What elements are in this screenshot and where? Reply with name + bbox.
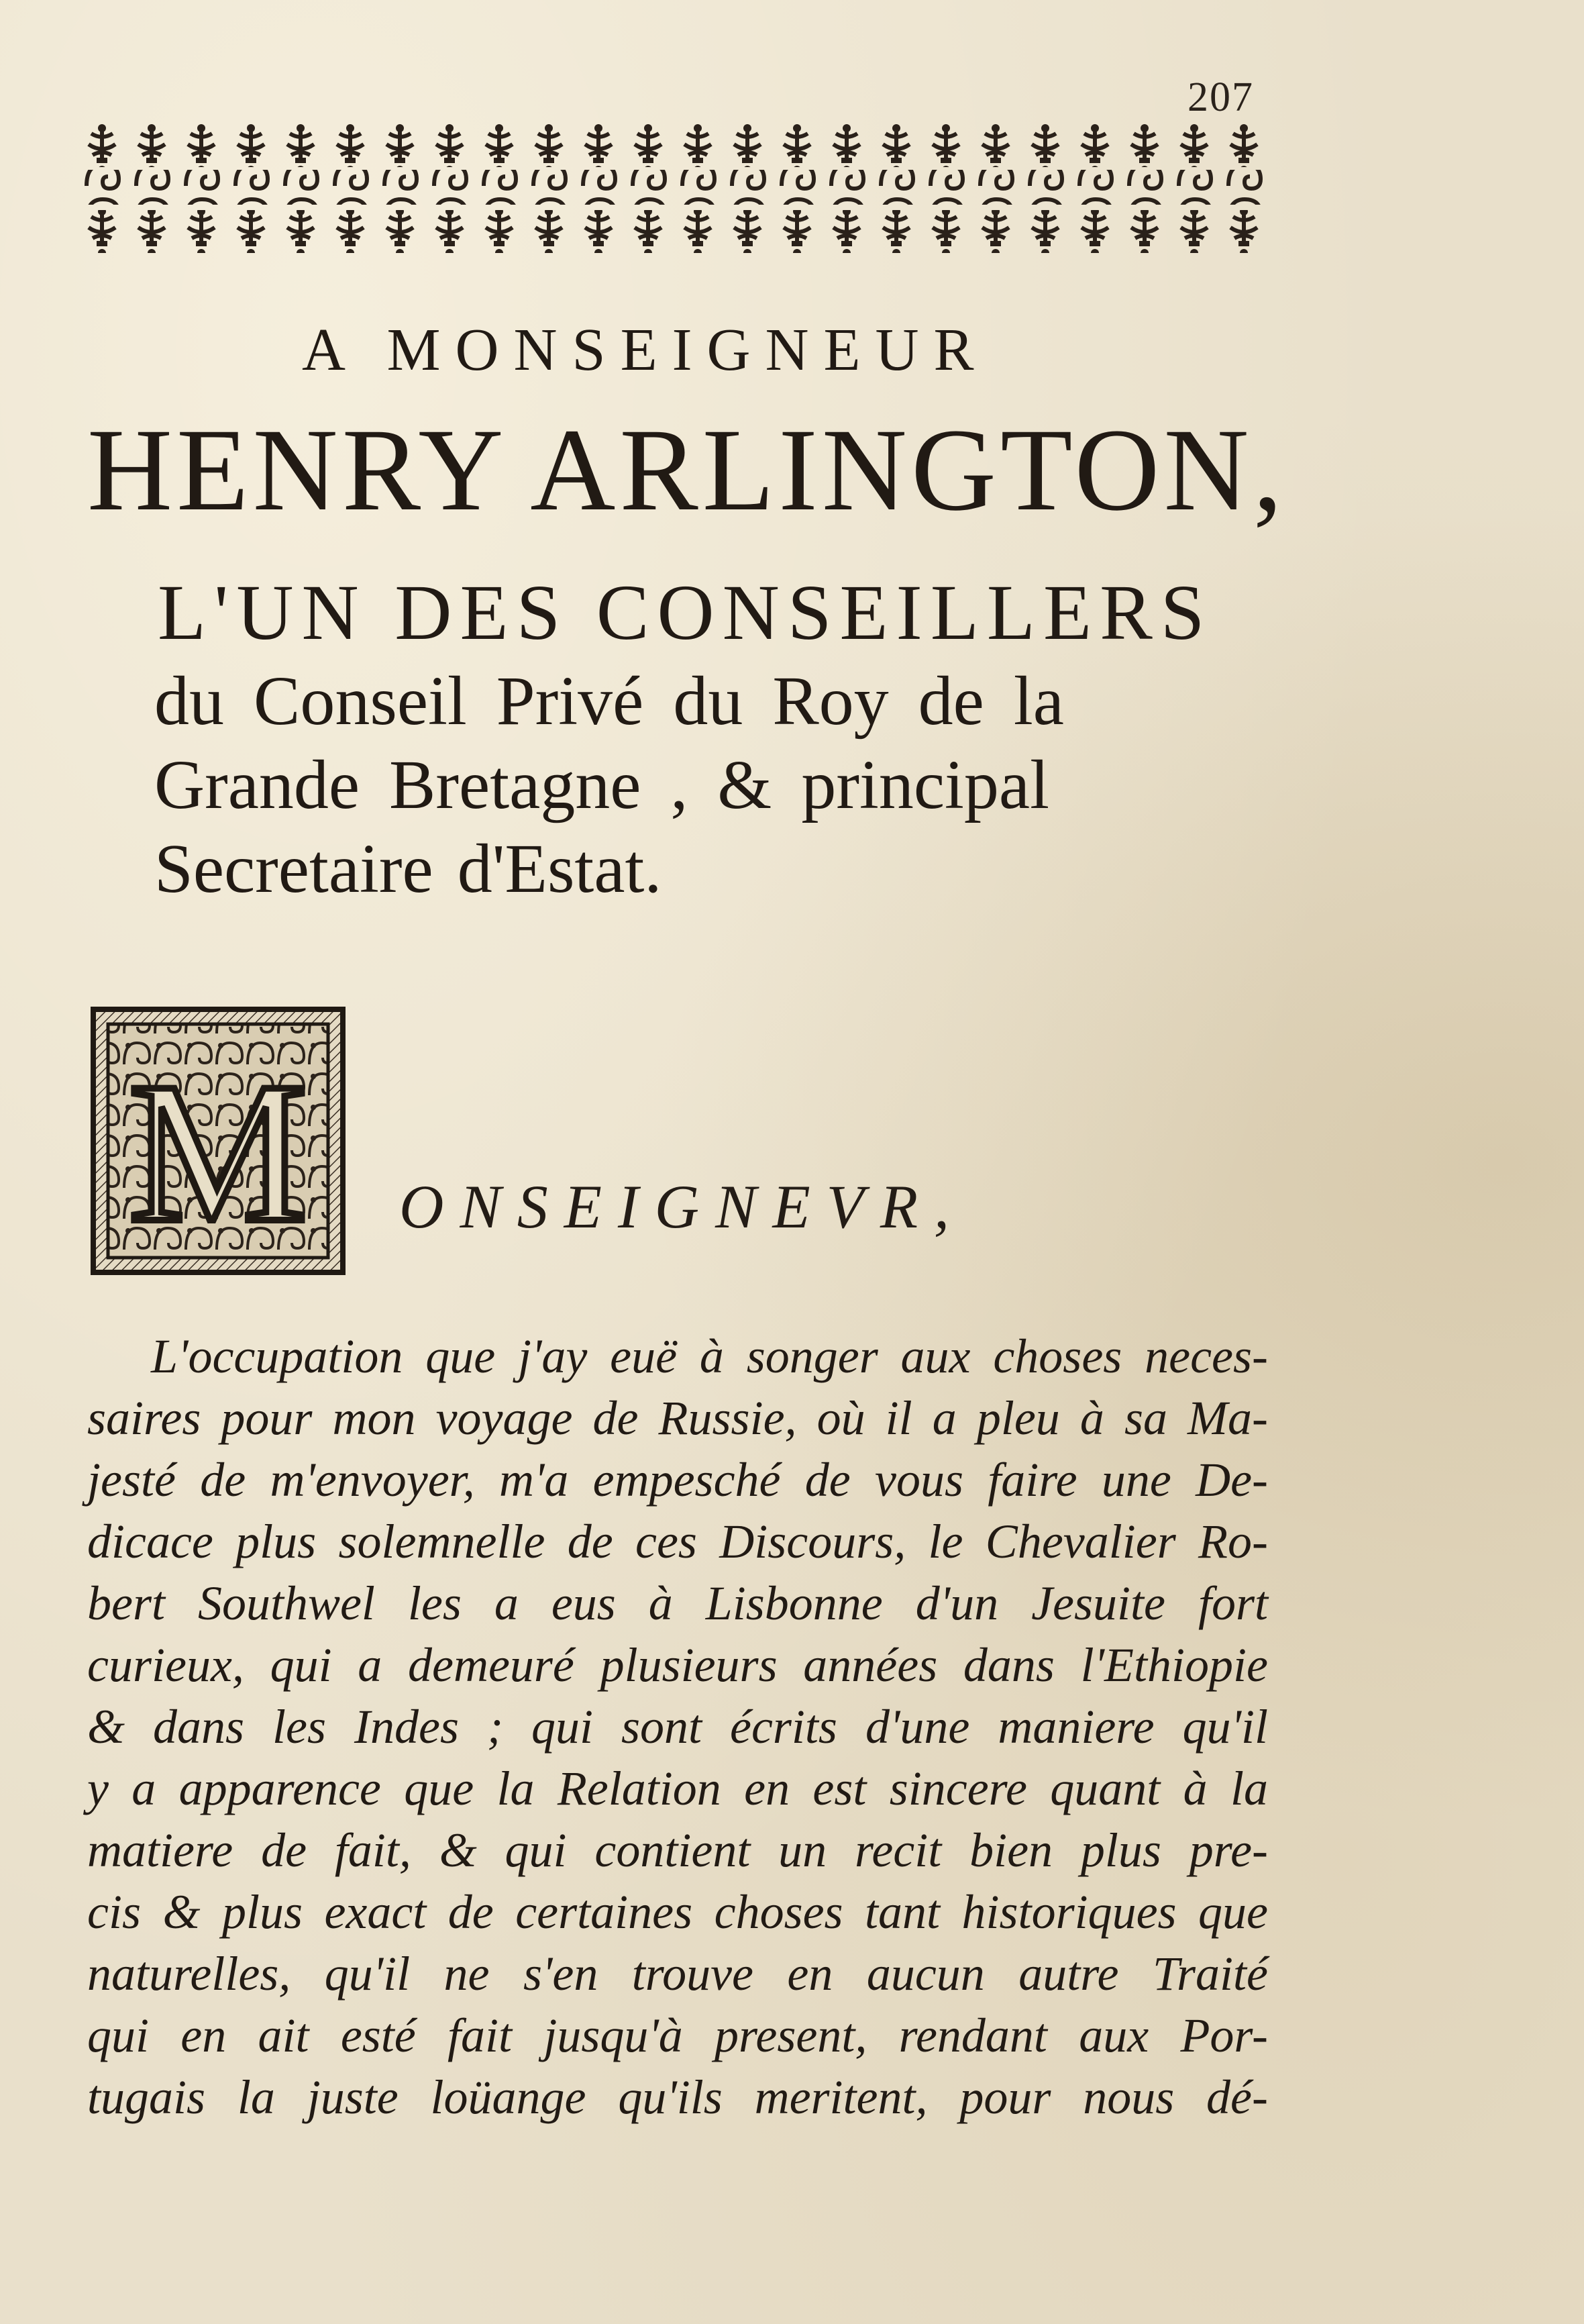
body-line: curieux, qui a demeuré plusieurs années dans l'Ethiopie bbox=[87, 1638, 1268, 1692]
salutation: ONSEIGNEVR, bbox=[399, 1172, 966, 1241]
dedication-body bbox=[87, 1325, 1268, 2128]
dedicatee-title-line: Secretaire d'Estat. bbox=[154, 830, 662, 907]
body-line: qui en ait esté fait jusqu'à present, rendant aux Por- bbox=[87, 2009, 1268, 2062]
body-line: y a apparence que la Relation en est sincere quant à la bbox=[87, 1762, 1268, 1815]
body-line: bert Southwel les a eus à Lisbonne d'un Jesuite fort bbox=[87, 1576, 1268, 1630]
body-line: saires pour mon voyage de Russie, où il a pleu à sa Ma- bbox=[87, 1391, 1268, 1445]
decorated-initial bbox=[91, 1007, 346, 1275]
drop-cap-letter: M bbox=[128, 1041, 308, 1264]
ornamental-headpiece bbox=[77, 124, 1271, 255]
body-line: L'occupation que j'ay euë à songer aux choses neces- bbox=[151, 1329, 1268, 1383]
body-line: dicace plus solemnelle de ces Discours, le Chevalier Ro- bbox=[87, 1515, 1268, 1568]
body-line: cis & plus exact de certaines choses tant historiques que bbox=[87, 1885, 1268, 1939]
body-line: & dans les Indes ; qui sont écrits d'une maniere qu'il bbox=[87, 1700, 1268, 1754]
dedicatee-title: L'UN DES CONSEILLERS bbox=[158, 568, 1213, 656]
body-line: tugais la juste loüange qu'ils meritent, pour nous dé- bbox=[87, 2070, 1268, 2124]
dedication-a-monseigneur: A MONSEIGNEUR bbox=[302, 317, 989, 383]
body-line: matiere de fait, & qui contient un recit bien plus pre- bbox=[87, 1823, 1268, 1877]
body-line: jesté de m'envoyer, m'a empesché de vous faire une De- bbox=[87, 1453, 1268, 1507]
dedicatee-name: HENRY ARLINGTON, bbox=[87, 405, 1287, 536]
body-line: naturelles, qu'il ne s'en trouve en aucun autre Traité bbox=[87, 1947, 1268, 2001]
dedicatee-title-line: du Conseil Privé du Roy de la bbox=[154, 662, 1064, 740]
page-number: 207 bbox=[1187, 74, 1254, 120]
dedicatee-title-line: Grande Bretagne , & principal bbox=[154, 746, 1049, 823]
